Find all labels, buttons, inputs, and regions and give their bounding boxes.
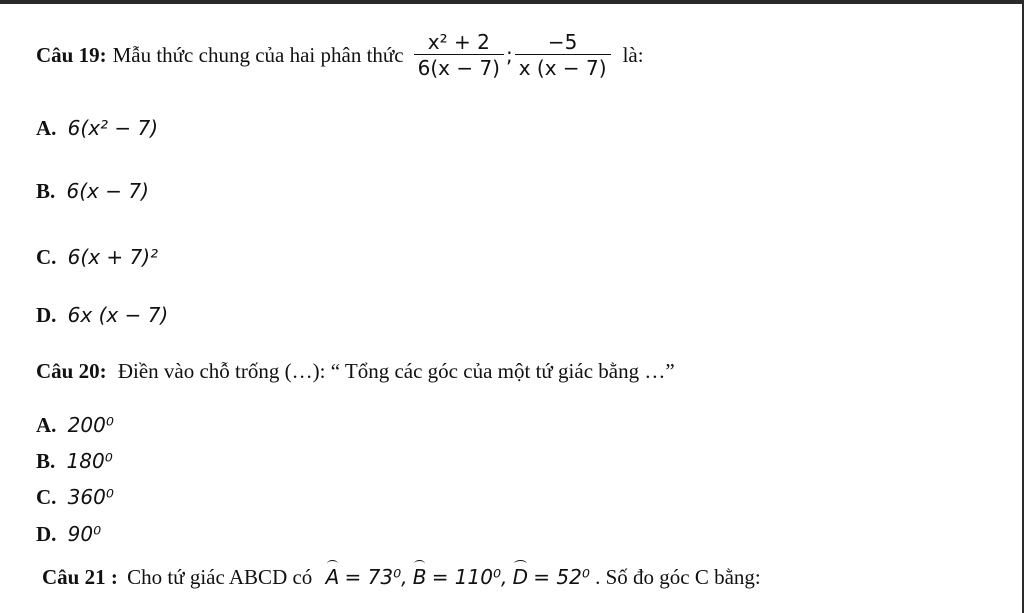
q20-option-d xyxy=(36,521,101,547)
question-19-text: Mẫu thức chung của hai phân thức xyxy=(112,43,404,67)
q19-option-a xyxy=(36,115,158,141)
option-label: B. xyxy=(36,449,56,473)
q19-option-b xyxy=(36,178,149,204)
fraction-2-numerator: −5 xyxy=(547,29,578,54)
question-19 xyxy=(36,20,644,90)
fraction-separator: ; xyxy=(505,43,513,67)
option-label: C. xyxy=(36,485,57,509)
q20-option-c xyxy=(36,484,114,510)
angle-b: B xyxy=(412,565,427,589)
question-20-text: Điền vào chỗ trống (…): “ Tổng các góc của một tứ giác bằng …” xyxy=(117,359,675,383)
option-expression: 6x (x − 7) xyxy=(67,303,169,327)
fraction-2 xyxy=(515,30,611,81)
fraction-1 xyxy=(414,30,504,81)
q19-option-c xyxy=(36,244,158,270)
option-label: D. xyxy=(36,303,57,327)
question-21-text: Cho tứ giác ABCD có xyxy=(127,565,313,589)
question-19-tail: là: xyxy=(622,43,644,67)
option-value: 200⁰ xyxy=(67,413,114,437)
option-label: C. xyxy=(36,245,57,269)
top-border xyxy=(0,0,1024,4)
option-value: 360⁰ xyxy=(67,485,114,509)
fraction-1-denominator: 6(x − 7) xyxy=(417,55,500,80)
option-value: 90⁰ xyxy=(67,522,102,546)
option-label: A. xyxy=(36,116,57,140)
option-expression: 6(x − 7) xyxy=(66,179,149,203)
question-21-label: Câu 21 : xyxy=(42,565,118,589)
question-21 xyxy=(42,564,761,590)
option-label: D. xyxy=(36,522,57,546)
option-label: A. xyxy=(36,413,57,437)
angle-a: A xyxy=(325,565,340,589)
question-20 xyxy=(36,358,675,384)
option-value: 180⁰ xyxy=(66,449,113,473)
question-20-label: Câu 20: xyxy=(36,359,107,383)
angle-b-value: = 110⁰, xyxy=(431,565,508,589)
fraction-1-numerator: x² + 2 xyxy=(427,29,490,54)
question-21-tail: . Số đo góc C bằng: xyxy=(595,565,761,589)
q19-option-d xyxy=(36,302,168,328)
option-expression: 6(x² − 7) xyxy=(67,116,159,140)
q20-option-a xyxy=(36,412,114,438)
fraction-2-denominator: x (x − 7) xyxy=(518,55,607,80)
option-expression: 6(x + 7)² xyxy=(67,245,159,269)
angle-a-value: = 73⁰, xyxy=(344,565,408,589)
option-label: B. xyxy=(36,179,56,203)
angle-d-value: = 52⁰ xyxy=(533,565,590,589)
angle-d: D xyxy=(512,565,529,589)
question-19-label: Câu 19: xyxy=(36,43,107,67)
q20-option-b xyxy=(36,448,113,474)
